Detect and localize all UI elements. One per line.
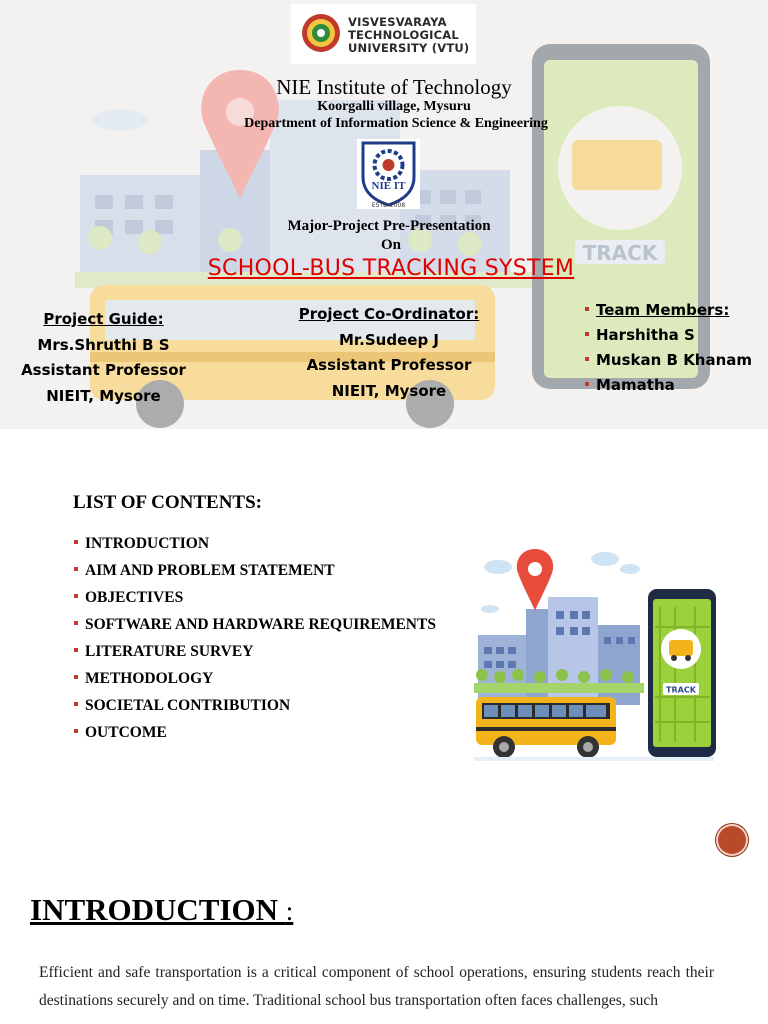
introduction-body: Efficient and safe transportation is a critical component of school operations, ensuring students reach their destinations securely and on time. Traditional school bus transportation often faces challenges, such [39, 964, 714, 1009]
contents-item: LITERATURE SURVEY [73, 641, 436, 668]
phone-tracking-icon [648, 589, 716, 757]
institute-address: Koorgalli village, Mysuru [317, 99, 471, 114]
contents-item: OBJECTIVES [73, 587, 436, 614]
introduction-slide [0, 869, 768, 1024]
introduction-heading-colon: : [285, 896, 294, 926]
svg-text:TRACK: TRACK [666, 685, 696, 695]
contents-item: SOFTWARE AND HARDWARE REQUIREMENTS [73, 614, 436, 641]
bus-tracking-illustration [470, 547, 720, 769]
school-bus-icon [476, 697, 616, 758]
vtu-name: VISVESVARAYA TECHNOLOGICAL UNIVERSITY (VTU) [348, 15, 470, 55]
project-coordinator-block [285, 302, 493, 404]
next-slide-button[interactable] [716, 824, 748, 856]
project-guide-affiliation: NIEIT, Mysore [46, 386, 161, 405]
department-name: Department of Information Science & Engineering [244, 116, 548, 131]
vtu-seal-icon [301, 13, 341, 53]
project-guide-heading: Project Guide: [43, 310, 164, 328]
team-member: Mamatha [583, 377, 768, 393]
project-guide-designation: Assistant Professor [21, 361, 186, 379]
project-coordinator-affiliation: NIEIT, Mysore [331, 381, 447, 400]
project-coordinator-designation: Assistant Professor [306, 356, 472, 374]
svg-text:ESTD-2008: ESTD-2008 [371, 202, 406, 209]
contents-slide [0, 429, 768, 869]
contents-item: METHODOLOGY [73, 668, 436, 695]
team-member: Muskan B Khanam [583, 352, 768, 368]
institute-name: NIE Institute of Technology [276, 75, 512, 99]
introduction-heading [30, 892, 293, 928]
presentation-type: Major-Project Pre-Presentation [287, 218, 491, 234]
nie-emblem-icon [357, 139, 420, 209]
team-members-block [583, 302, 768, 402]
svg-text:NIE IT: NIE IT [371, 180, 406, 192]
project-title: SCHOOL-BUS TRACKING SYSTEM [207, 256, 575, 281]
team-member: Harshitha S [583, 327, 768, 343]
contents-item: SOCIETAL CONTRIBUTION [73, 695, 436, 722]
project-guide-block [0, 307, 207, 409]
location-pin-icon [517, 549, 553, 611]
project-guide-name: Mrs.Shruthi B S [37, 335, 170, 354]
title-slide [0, 0, 768, 429]
contents-item: INTRODUCTION [73, 533, 436, 560]
introduction-heading-text: INTRODUCTION [30, 892, 279, 927]
contents-list [73, 533, 436, 749]
contents-item: OUTCOME [73, 722, 436, 749]
team-members-heading: Team Members: [583, 302, 768, 318]
project-coordinator-name: Mr.Sudeep J [339, 330, 439, 349]
background-phone-label: TRACK [582, 241, 658, 265]
vtu-logo [291, 4, 476, 64]
presentation-on: On [380, 237, 401, 253]
contents-title: LIST OF CONTENTS: [73, 492, 262, 513]
contents-item: AIM AND PROBLEM STATEMENT [73, 560, 436, 587]
project-coordinator-heading: Project Co-Ordinator: [298, 305, 480, 323]
